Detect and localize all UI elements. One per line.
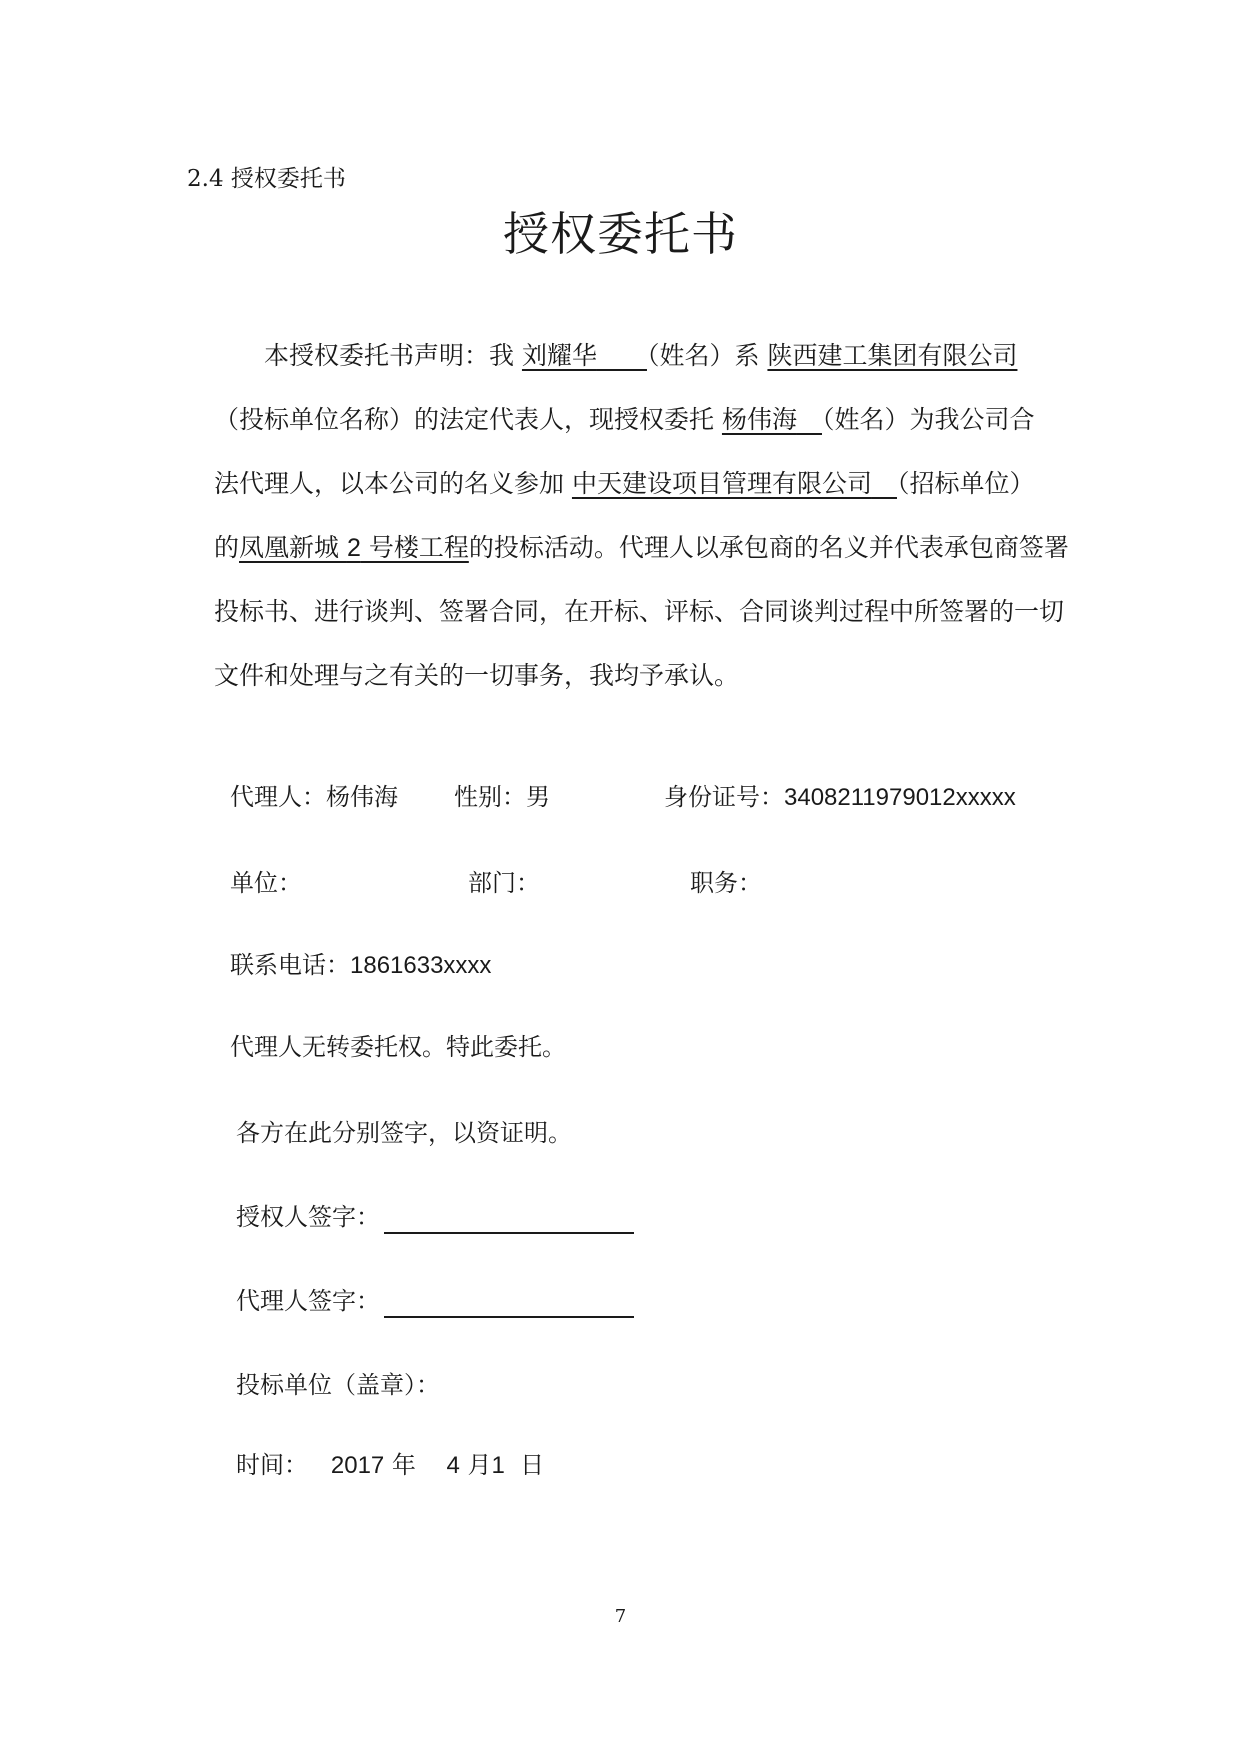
agent-name-underlined: 杨伟海 <box>721 405 797 434</box>
department-label: 部门： <box>468 869 540 897</box>
declaration-line-6: 文件和处理与之有关的一切事务，我均予承认。 <box>214 661 740 690</box>
id-number-field: 身份证号：3408211979012xxxxx <box>664 783 1016 811</box>
project-name: 凤凰新城 2 号楼工程 <box>239 533 469 562</box>
bidder-stamp-label: 投标单位（盖章）： <box>236 1371 440 1399</box>
no-transfer-statement: 代理人无转委托权。特此委托。 <box>230 1033 566 1061</box>
gender-field: 性别：男 <box>454 783 550 811</box>
declaration-line-4: 的凤凰新城 2 号楼工程的投标活动。代理人以承包商的名义并代表承包商签署 <box>214 533 1069 562</box>
agent-label: 代理人：杨伟海 <box>230 783 398 811</box>
position-label: 职务： <box>690 869 762 897</box>
date-year: 2017 <box>330 1452 385 1479</box>
agent-signature-field: 代理人签字： <box>236 1284 634 1318</box>
legal-rep-name: 刘耀华 <box>521 341 597 370</box>
signing-note: 各方在此分别签字，以资证明。 <box>236 1119 572 1147</box>
agent-name: 杨伟海 <box>326 783 398 811</box>
tenderer-name: 中天建设项目管理有限公司 <box>571 469 872 498</box>
gender-value: 男 <box>526 783 550 811</box>
date-field: 时间： 2017 年 4 月1 日 <box>236 1451 545 1479</box>
bidder-company-name: 陕西建工集团有限公司 <box>767 341 1018 370</box>
document-title: 授权委托书 <box>503 207 738 261</box>
declaration-line-3: 法代理人，以本公司的名义参加 中天建设项目管理有限公司 （招标单位） <box>214 469 1035 498</box>
date-day: 1 <box>491 1452 505 1479</box>
authorizer-signature-field: 授权人签字： <box>236 1200 634 1234</box>
phone-field: 联系电话：1861633xxxx <box>230 951 492 979</box>
declaration-line-2: （投标单位名称）的法定代表人，现授权委托 杨伟海 （姓名）为我公司合 <box>214 405 1035 434</box>
authorizer-signature-line <box>384 1204 634 1234</box>
declaration-line-5: 投标书、进行谈判、签署合同，在开标、评标、合同谈判过程中所签署的一切 <box>214 597 1065 626</box>
unit-label: 单位： <box>230 869 302 897</box>
id-number-value: 3408211979012xxxxx <box>784 784 1016 811</box>
phone-value: 1861633xxxx <box>350 952 492 979</box>
date-month: 4 <box>446 1452 460 1479</box>
agent-signature-line <box>384 1288 634 1318</box>
declaration-line-1: 本授权委托书声明：我 刘耀华 （姓名）系 陕西建工集团有限公司 <box>264 341 1018 370</box>
page-number: 7 <box>614 1606 627 1627</box>
section-heading: 2.4 授权委托书 <box>187 166 346 192</box>
